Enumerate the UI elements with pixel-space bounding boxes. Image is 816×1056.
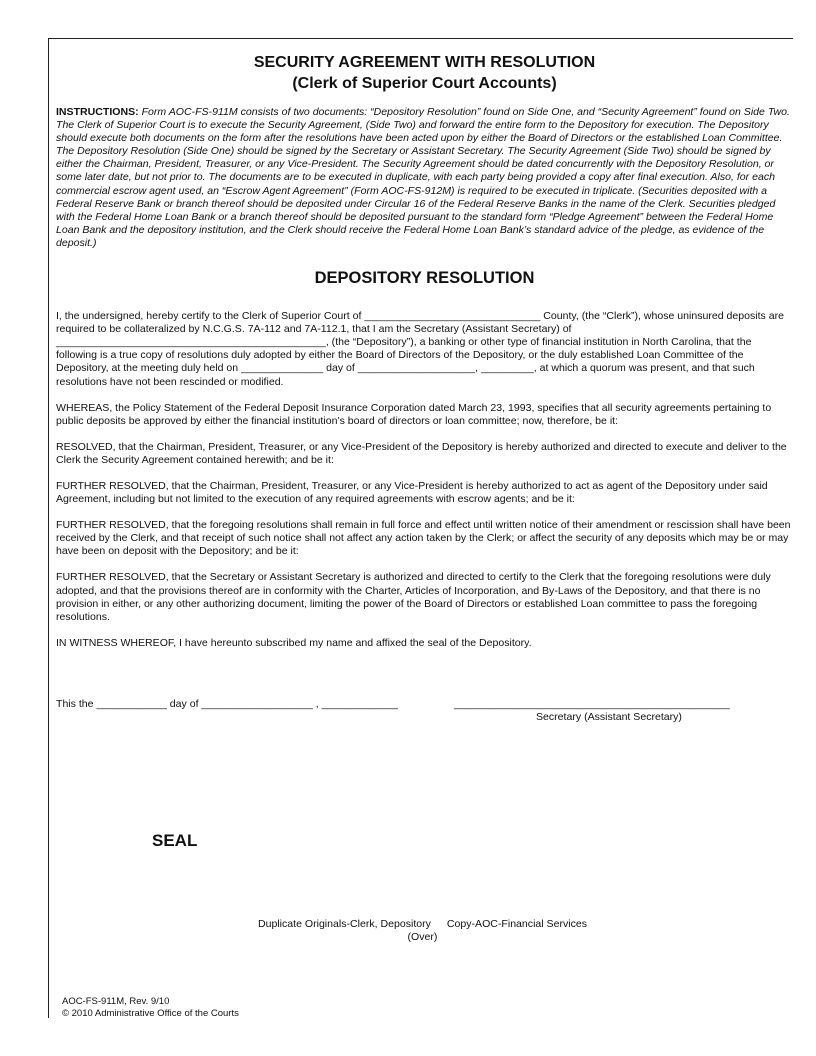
form-body <box>56 52 793 726</box>
certification-paragraph: I, the undersigned, hereby certify to the Clerk of Superior Court of ______________________________ County, (the “Clerk”), whose uninsured deposits are required to be collateralized by N.C.G.S. 7A-112 and 7A-112.1, that I am the Secretary (Assistant Secretary) of ______________________________________________, (the “Depository”), a banking or other type of financial institution in North Carolina, that the following is a true copy of resolutions duly adopted by either the Board of Directors of the Depository, or the duly established Loan Committee of the Depository, at the meeting duly held on ______________ day of ____________________, _________, at which a quorum was present, and that such resolutions have not been rescinded or modified. <box>56 310 784 388</box>
distribution-originals: Duplicate Originals-Clerk, Depository <box>257 918 431 930</box>
distribution-note <box>0 918 816 944</box>
left-border <box>48 38 49 1018</box>
witness-paragraph: IN WITNESS WHEREOF, I have hereunto subscribed my name and affixed the seal of the Depository. <box>56 636 532 649</box>
copyright: © 2010 Administrative Office of the Courts <box>62 1008 239 1019</box>
further-resolved-effect: FURTHER RESOLVED, that the foregoing resolutions shall remain in full force and effect until written notice of their amendment or rescission shall have been received by the Clerk, and that receipt of such notice shall not affect any action taken by the Clerk; or affect the security of any deposits which may be or may have been on deposit with the Depository; and be it: <box>56 519 791 558</box>
form-title <box>56 52 793 94</box>
signature-block <box>56 698 793 726</box>
seal-label: SEAL <box>152 831 198 850</box>
instructions-text: Form AOC-FS-911M consists of two documents: “Depository Resolution” found on Side One, and “Security Agreement” found on Side Two. The Clerk of Superior Court is to execute the Security Agreement, (Side Two) and forward the entire form to the Depository for execution. The Depository should execute both documents on the form after the resolutions have been acted upon by either the Board of Directors or the established Loan Committee. The Depository Resolution (Side One) should be signed by the Secretary or Assistant Secretary. The Security Agreement (Side Two) should be signed by either the Chairman, President, Treasurer, or any Vice-President. The Security Agreement should be dated concurrently with the Depository Resolution, or some later date, but not prior to. The documents are to be executed in duplicate, with each party being provided a copy after final execution. Also, for each commercial escrow agent used, an “Escrow Agent Agreement” (Form AOC-FS-912M) is required to be executed in triplicate. (Securities deposited with a Federal Reserve Bank or branch thereof should be deposited under Circular 16 of the Federal Reserve Banks in the name of the Clerk. Securities pledged with the Federal Home Loan Bank or a branch thereof should be deposited pursuant to the standard form “Pledge Agreement” between the Federal Home Loan Bank and the depository institution, and the Clerk should receive the Federal Home Loan Bank’s standard advice of the pledge, as evidence of the deposit.) <box>56 106 790 249</box>
further-resolved-certify: FURTHER RESOLVED, that the Secretary or Assistant Secretary is authorized and directed to certify to the Clerk that the foregoing resolutions were duly adopted, and that the provisions thereof are in conformity with the Charter, Articles of Incorporation, and By-Laws of the Depository, and that there is no provision in either, or any other authorizing document, limiting the power of the Board of Directors or established Loan committee to pass the foregoing resolutions. <box>56 571 771 623</box>
form-id: AOC-FS-911M, Rev. 9/10 <box>62 996 170 1007</box>
title-line: SECURITY AGREEMENT WITH RESOLUTION <box>253 54 596 71</box>
section-title: DEPOSITORY RESOLUTION <box>314 269 535 288</box>
subtitle-line: (Clerk of Superior Court Accounts) <box>292 75 557 92</box>
distribution-copy: Copy-AOC-Financial Services <box>446 918 587 930</box>
date-line[interactable]: This the ____________ day of ___________________ , _____________ <box>56 697 398 710</box>
whereas-paragraph: WHEREAS, the Policy Statement of the Federal Deposit Insurance Corporation dated March 23, 1993, specifies that all security agreements pertaining to public deposits be approved by either the financial institution’s board of directors or loan committee; now, therefore, be it: <box>56 401 772 427</box>
resolved-paragraph: RESOLVED, that the Chairman, President, Treasurer, or any Vice-President of the Depository is hereby authorized and directed to execute and deliver to the Clerk the Security Agreement contained herewith; and be it: <box>56 440 787 466</box>
instructions-label: INSTRUCTIONS: <box>56 106 139 118</box>
footer <box>62 996 239 1020</box>
top-border <box>48 38 793 39</box>
over-note: (Over) <box>407 931 438 943</box>
instructions <box>56 106 793 250</box>
signature-line[interactable]: _______________________________________________ <box>454 697 730 710</box>
signature-caption: Secretary (Assistant Secretary) <box>536 710 682 723</box>
further-resolved-agent: FURTHER RESOLVED, that the Chairman, President, Treasurer, or any Vice-President is hereby authorized to act as agent of the Depository under said Agreement, including but not limited to the execution of any required agreements with escrow agents; and be it: <box>56 479 768 506</box>
